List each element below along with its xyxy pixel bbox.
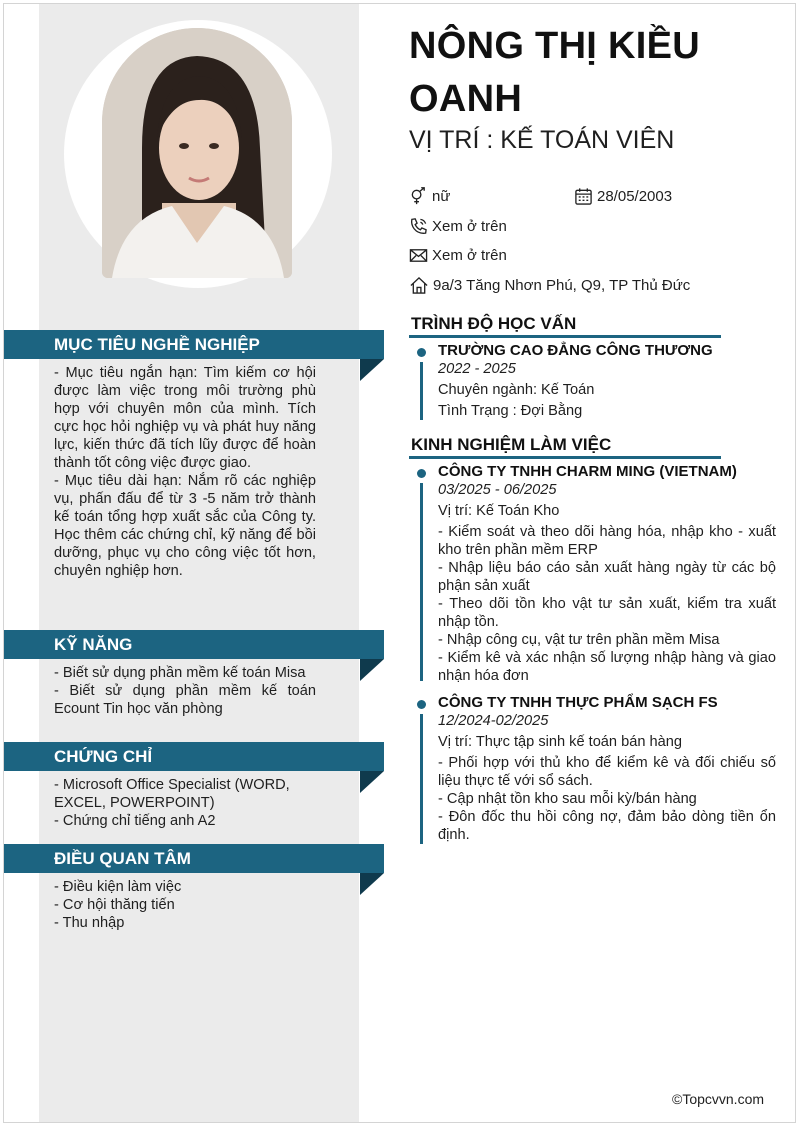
job-task: - Kiểm kê và xác nhận số lượng nhập hàng và giao nhận hóa đơn [438,650,776,684]
timeline-bar [420,714,423,844]
section-education-title: TRÌNH ĐỘ HỌC VẤN [411,314,577,333]
timeline-bar [420,362,423,420]
avatar [102,28,292,278]
job-task: - Kiểm soát và theo dõi hàng hóa, nhập kho - xuất kho trên phần mềm ERP [438,524,776,558]
section-experience-title: KINH NGHIỆM LÀM VIỆC [411,435,612,454]
job-role: Vị trí: Thực tập sinh kế toán bán hàng [438,734,682,750]
certificates-list [54,776,316,830]
interest-item: - Thu nhập [54,915,125,931]
timeline-dot [417,348,426,357]
calendar-icon [574,187,593,206]
gender-row [409,187,450,206]
job-role: Vị trí: Kế Toán Kho [438,503,560,519]
job-company: CÔNG TY TNHH THỰC PHẨM SẠCH FS [438,694,718,711]
timeline-dot [417,469,426,478]
job-entry [438,463,776,685]
interest-item: - Điều kiện làm việc [54,879,182,895]
gender-icon [409,187,428,206]
job-task: - Đôn đốc thu hồi công nợ, đảm bảo dòng tiền ổn định. [438,809,776,843]
interest-item: - Cơ hội thăng tiến [54,897,175,913]
candidate-position: VỊ TRÍ : KẾ TOÁN VIÊN [409,126,675,154]
section-objective-title: MỤC TIÊU NGHỀ NGHIỆP [4,330,384,359]
education-status: Tình Trạng : Đợi Bằng [438,403,583,419]
home-icon [409,276,429,295]
address-value: 9a/3 Tăng Nhơn Phú, Q9, TP Thủ Đức [433,277,691,294]
objective-long-term: - Mục tiêu dài hạn: Nắm rõ các nghiệp vụ, phấn đấu để từ 3 -5 năm trở thành kế toán tổng hợp xuất sắc của Công ty. Học thêm các chứng chỉ, kỹ năng để bồi dưỡng, phục vụ cho công việc tốt hơn, chuyên nghiệp hơn. [54,473,316,579]
job-task: - Nhập công cụ, vật tư trên phần mềm Misa [438,632,720,648]
job-company: CÔNG TY TNHH CHARM MING (VIETNAM) [438,463,737,480]
timeline-bar [420,483,423,681]
dob-value: 28/05/2003 [597,188,673,205]
section-certificates-title: CHỨNG CHỈ [4,742,384,771]
address-row [409,276,690,295]
education-period: 2022 - 2025 [438,361,516,377]
certificate-item: - Chứng chỉ tiếng anh A2 [54,813,216,829]
section-skills-title: KỸ NĂNG [4,630,384,659]
certificate-item: - Microsoft Office Specialist (WORD, EXCEL, POWERPOINT) [54,777,290,811]
education-major: Chuyên ngành: Kế Toán [438,382,595,398]
job-entry [438,694,776,844]
job-task: - Theo dõi tồn kho vật tư sản xuất, kiểm tra xuất nhập tồn. [438,596,776,630]
skill-item: - Biết sử dụng phần mềm kế toán Misa [54,665,306,681]
section-underline [409,456,721,459]
school-name: TRƯỜNG CAO ĐẲNG CÔNG THƯƠNG [438,342,713,359]
job-task: - Phối hợp với thủ kho để kiểm kê và đối chiếu số liệu thực tế với sổ sách. [438,755,776,789]
footer-watermark: ©Topcvvn.com [672,1091,765,1107]
job-period: 03/2025 - 06/2025 [438,482,557,498]
interests-list [54,878,316,932]
section-underline [409,335,721,338]
dob-row [574,187,672,206]
email-value: Xem ở trên [432,247,507,264]
phone-row [409,217,507,236]
candidate-name: NÔNG THỊ KIỀU OANH [409,25,701,120]
objective-text [54,364,316,580]
skills-list [54,664,316,718]
email-icon [409,246,428,265]
objective-short-term: - Mục tiêu ngắn hạn: Tìm kiếm cơ hội được làm việc trong môi trường phù hợp với chuyên môn của mình. Tích cực học hỏi nghiệp vụ và phát huy năng lực, kiến thức đã tích lũy được để hoàn thành tốt công việc được giao. [54,365,316,471]
skill-item: - Biết sử dụng phần mềm kế toán Ecount Tin học văn phòng [54,683,316,717]
phone-icon [409,217,428,236]
timeline-dot [417,700,426,709]
section-interests-title: ĐIỀU QUAN TÂM [4,844,384,873]
education-entry [438,342,776,420]
job-task: - Cập nhật tồn kho sau mỗi kỳ/bán hàng [438,791,697,807]
job-period: 12/2024-02/2025 [438,713,549,729]
phone-value: Xem ở trên [432,218,507,235]
job-task: - Nhập liệu báo cáo sản xuất hàng ngày từ các bộ phận sản xuất [438,560,776,594]
email-row [409,246,507,265]
gender-value: nữ [432,188,451,205]
